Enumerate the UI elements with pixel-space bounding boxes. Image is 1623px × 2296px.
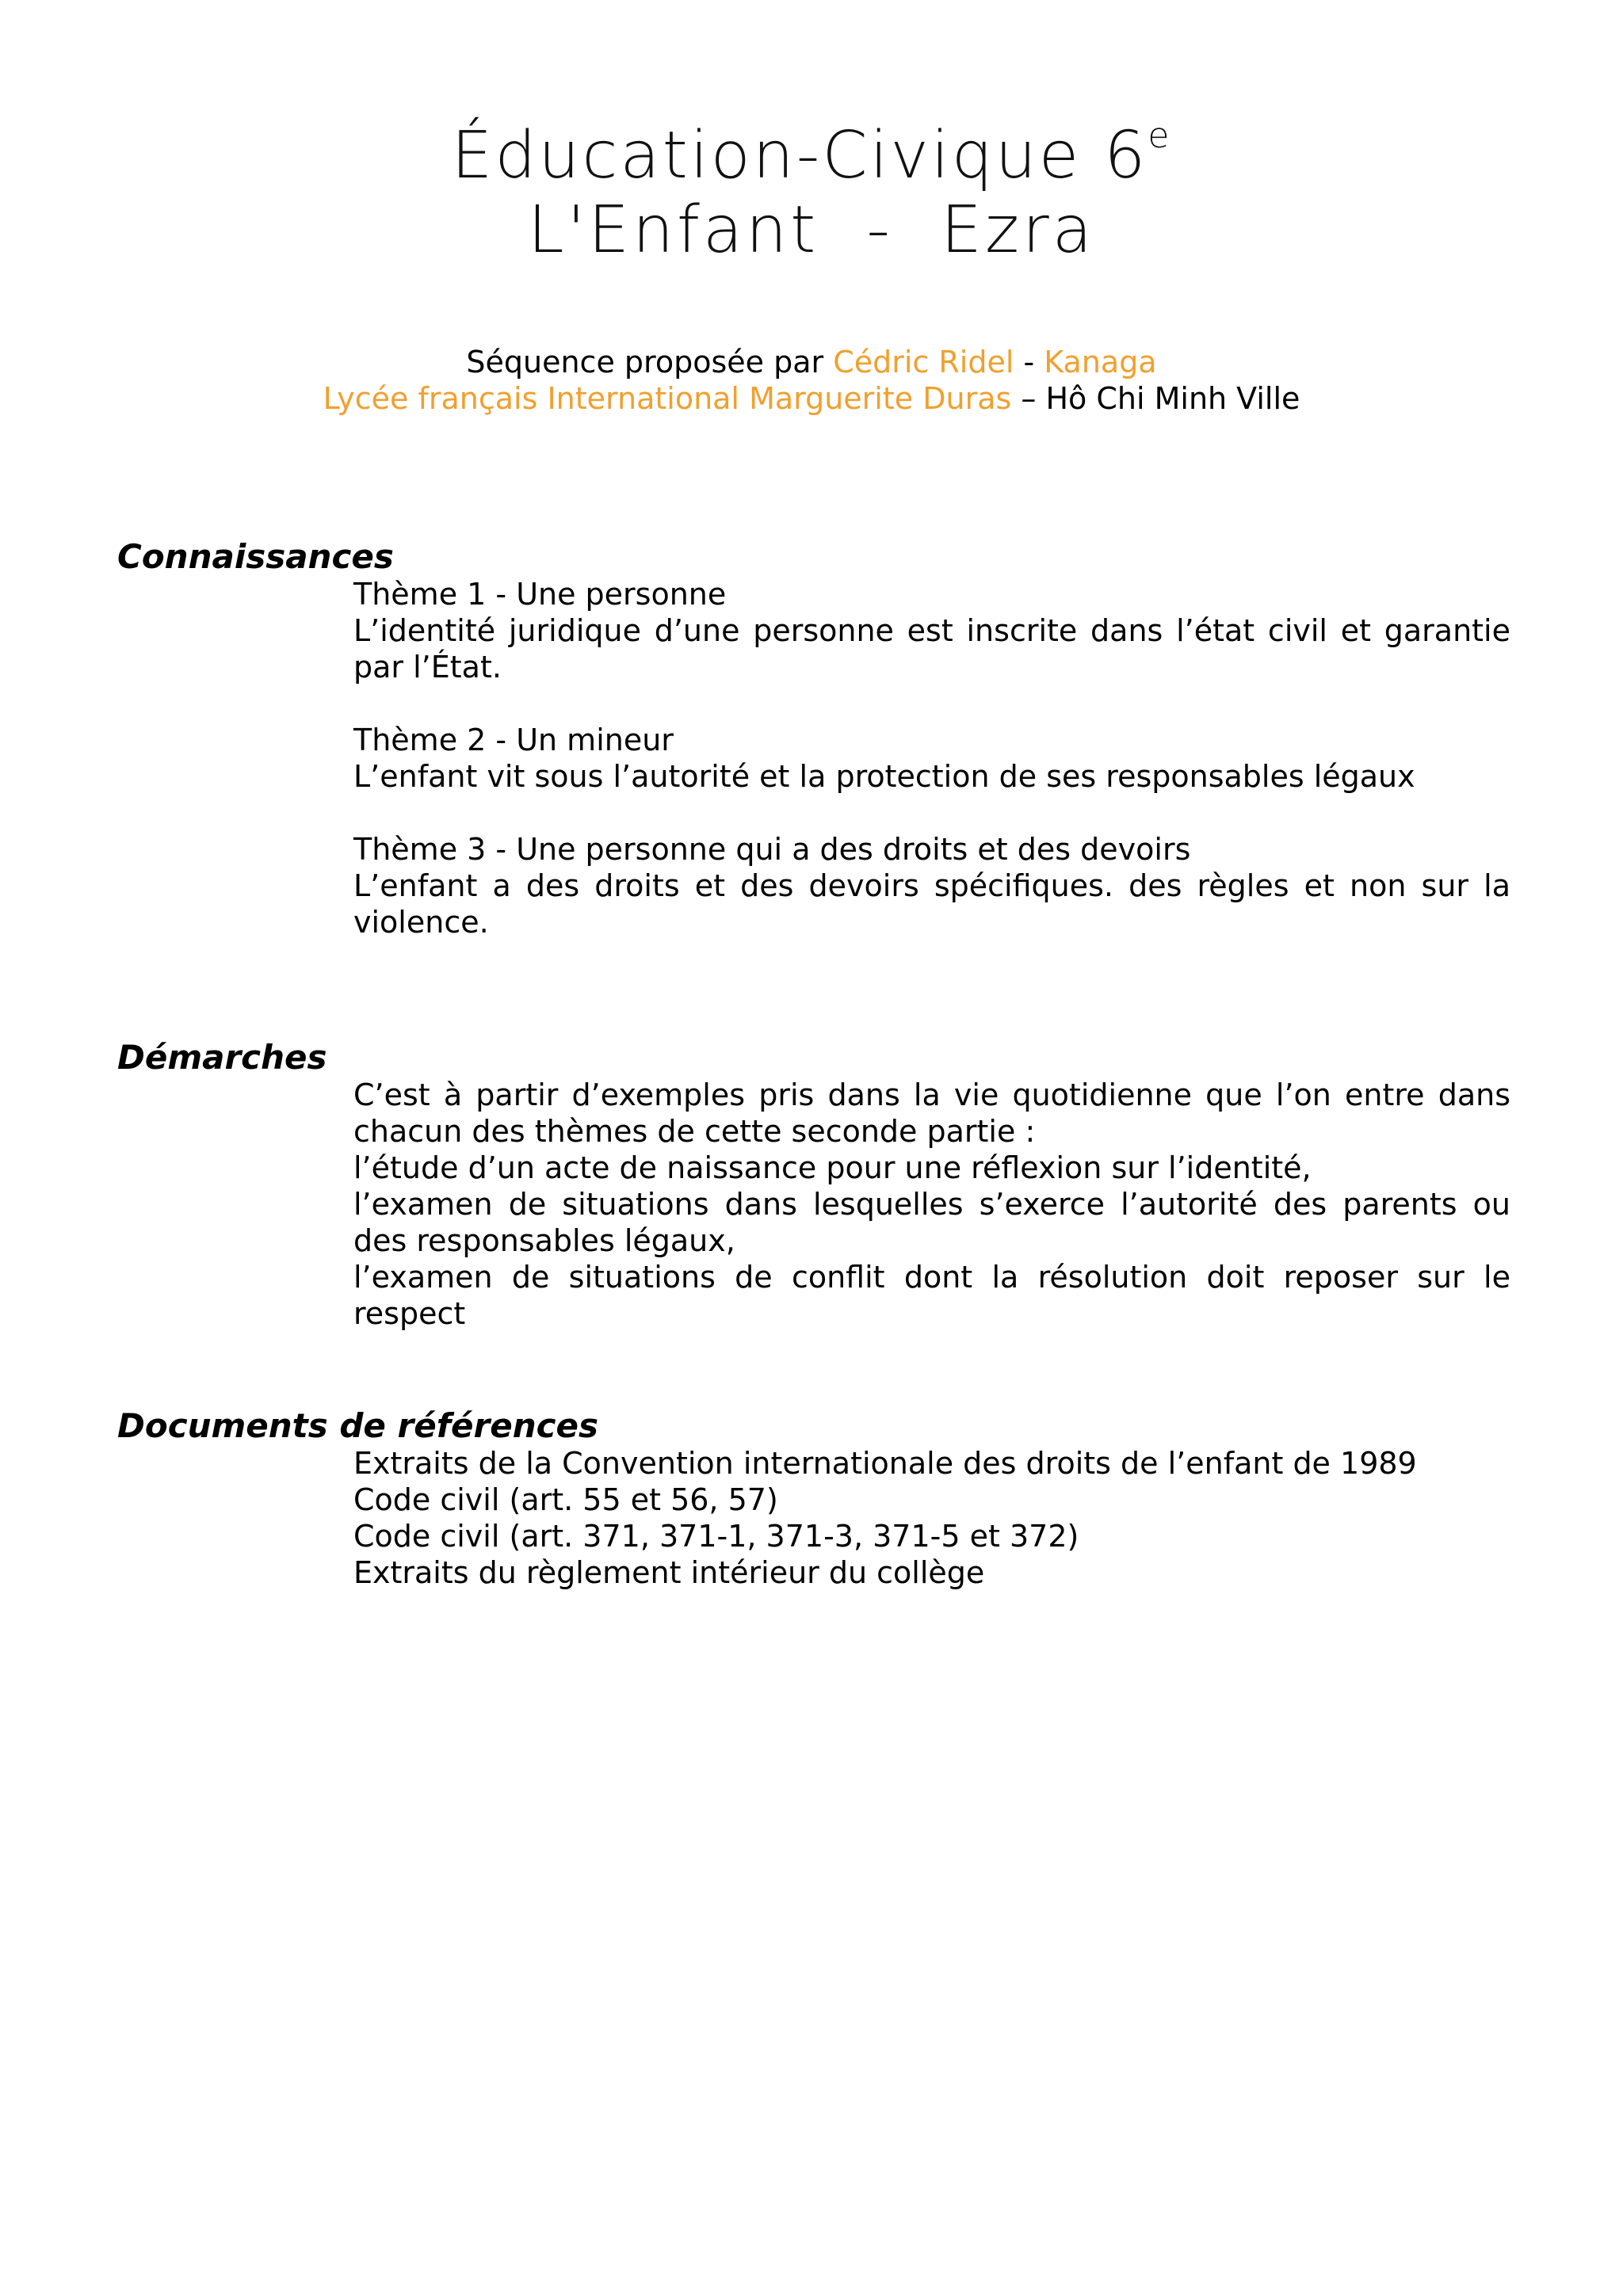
section-heading-documents: Documents de références — [117, 1406, 598, 1445]
theme-2-title: Thème 2 - Un mineur — [353, 723, 674, 757]
credits-city: – Hô Chi Minh Ville — [1011, 381, 1300, 416]
credits-line-2 — [0, 380, 1623, 417]
theme-3-text: L’enfant a des droits et des devoirs spécifiques. des règles et non sur la violence. — [353, 868, 1510, 940]
section-body-demarches — [353, 1077, 1510, 1332]
demarche-item: l’examen de situations de conflit dont la résolution doit reposer sur le respect — [353, 1260, 1510, 1331]
school-link[interactable]: Lycée français International Marguerite Duras — [323, 381, 1012, 416]
credits-prefix: Séquence proposée par — [466, 345, 834, 379]
section-heading-connaissances: Connaissances — [117, 537, 394, 576]
theme-1-text: L’identité juridique d’une personne est inscrite dans l’état civil et garantie par l’État. — [353, 613, 1510, 685]
document-item: Extraits de la Convention internationale des droits de l’enfant de 1989 — [353, 1446, 1417, 1481]
document-title — [0, 116, 1623, 268]
credits-separator: - — [1014, 345, 1044, 379]
document-item: Code civil (art. 371, 371-1, 371-3, 371-5 et 372) — [353, 1519, 1079, 1554]
title-line-2: L'Enfant - Ezra — [528, 193, 1095, 268]
title-superscript: e — [1148, 116, 1172, 156]
demarche-item: l’étude d’un acte de naissance pour une réflexion sur l’identité, — [353, 1150, 1312, 1185]
demarche-item: l’examen de situations dans lesquelles s’exerce l’autorité des parents ou des responsables légaux, — [353, 1187, 1510, 1258]
section-heading-demarches: Démarches — [117, 1038, 327, 1077]
document-item: Code civil (art. 55 et 56, 57) — [353, 1482, 778, 1517]
section-body-documents — [353, 1445, 1510, 1591]
credits — [0, 344, 1623, 417]
author-link[interactable]: Cédric Ridel — [833, 345, 1014, 379]
credits-line-1 — [0, 344, 1623, 380]
title-line-1: Éducation-Civique 6e — [451, 116, 1172, 193]
org-link[interactable]: Kanaga — [1044, 345, 1157, 379]
theme-3-title: Thème 3 - Une personne qui a des droits et des devoirs — [353, 832, 1191, 867]
theme-2-text: L’enfant vit sous l’autorité et la protection de ses responsables légaux — [353, 759, 1415, 794]
section-body-connaissances — [353, 576, 1510, 940]
document-item: Extraits du règlement intérieur du collège — [353, 1555, 985, 1590]
demarche-item: C’est à partir d’exemples pris dans la vie quotidienne que l’on entre dans chacun des thèmes de cette seconde partie : — [353, 1077, 1510, 1149]
theme-1-title: Thème 1 - Une personne — [353, 577, 727, 612]
